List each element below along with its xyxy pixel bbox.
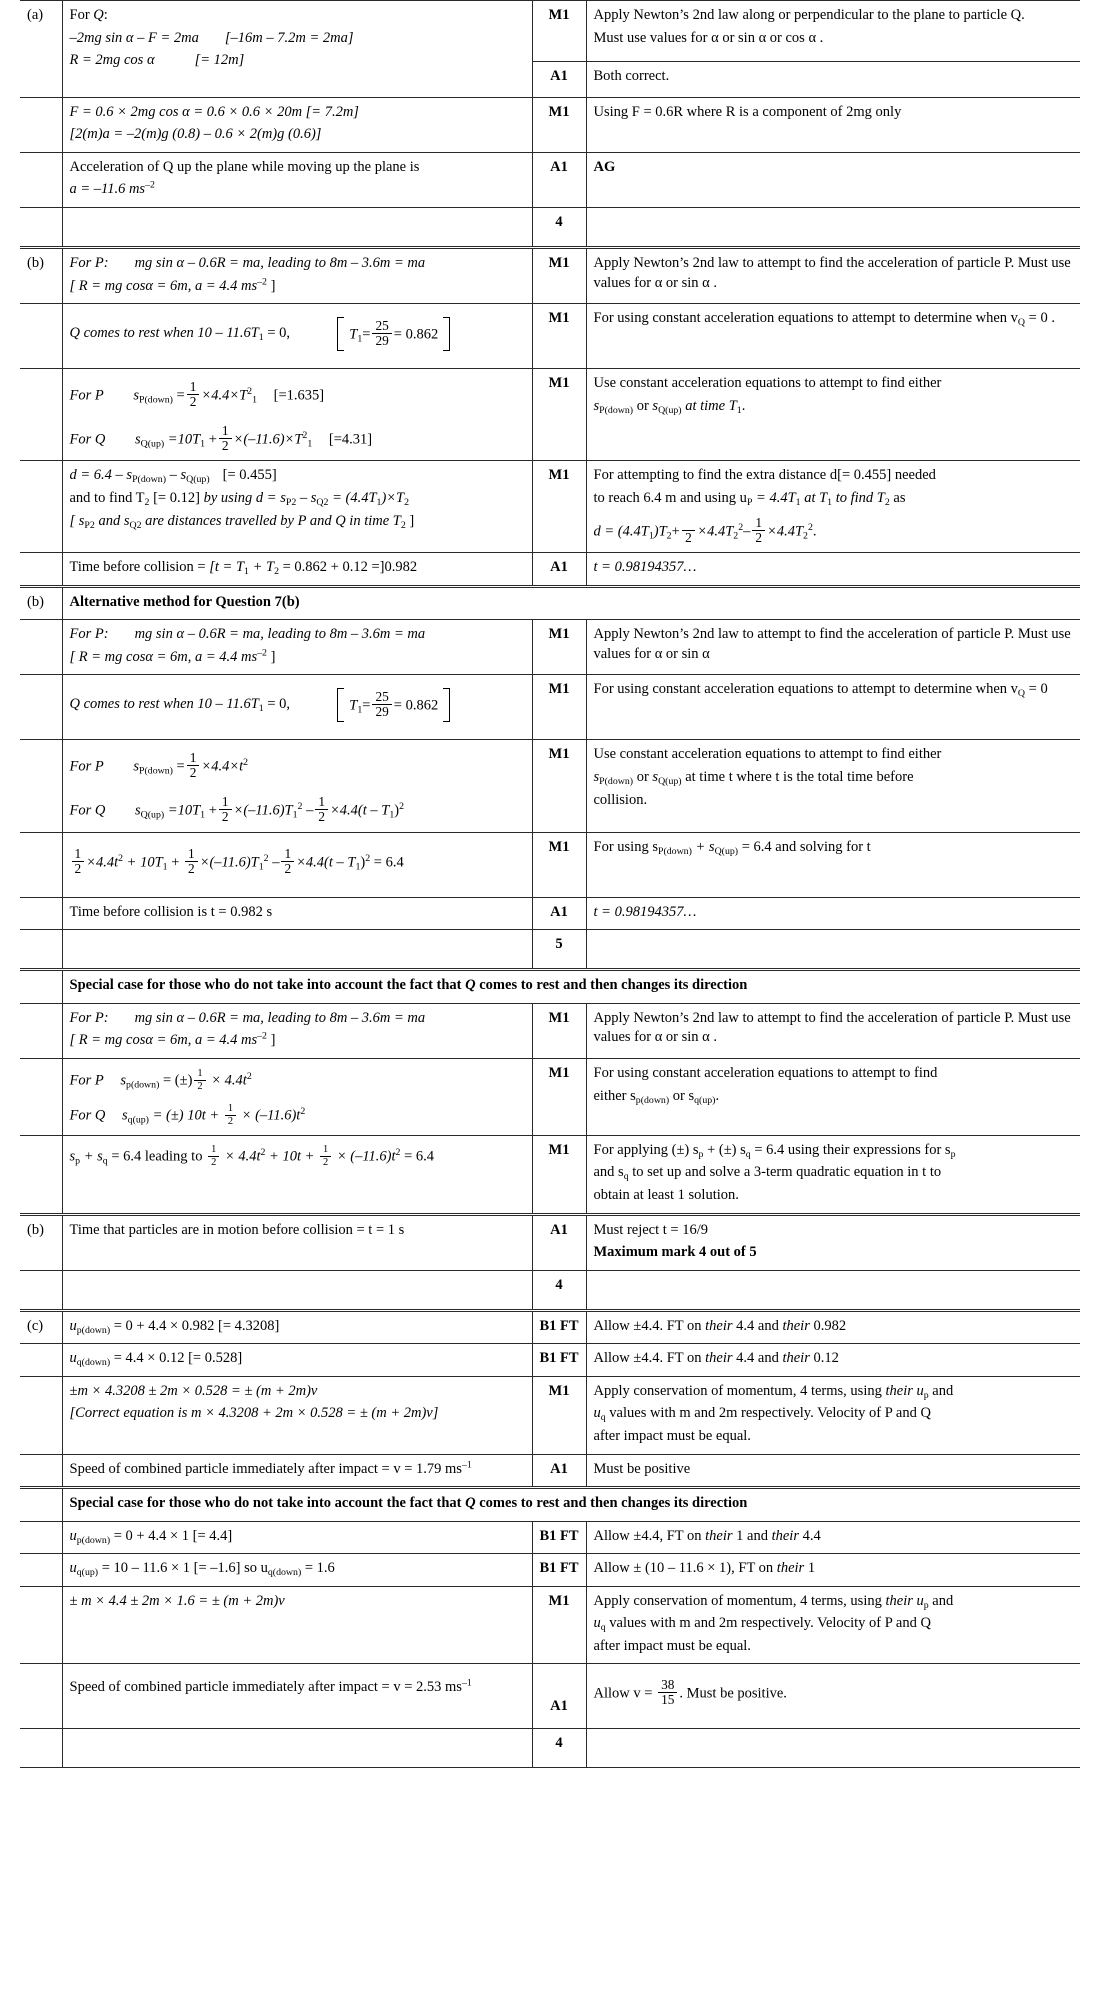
empty-cell: [586, 930, 1080, 970]
work-line: $u_{p(down)} = 0 + 4.4 \times 0.982$ [= 4.3208]: [69, 1317, 280, 1336]
table-row: [20, 897, 1080, 930]
empty-cell: [586, 1270, 1080, 1310]
work-line: For P $s_{p(down)}$ = (±) $\frac{1}{2}$ × $4.4t^2$: [69, 1068, 252, 1092]
part-label-a: (a): [20, 1, 62, 98]
notes-cell: [586, 1214, 1080, 1270]
note-line: Allow ±4.4. FT on their 4.4 and their 0.982: [593, 1317, 847, 1334]
table-row: [20, 369, 1080, 461]
working-cell: [62, 461, 532, 553]
part-spacer: [20, 1059, 62, 1136]
table-row: [20, 740, 1080, 832]
mark-code: M1: [532, 1, 586, 62]
work-line: a = –11.6 $ms^{-2}$: [69, 179, 155, 198]
table-row: [20, 1586, 1080, 1664]
table-row: [20, 620, 1080, 675]
work-line: [2(m)a = –2(m)g (0.8) – 0.6 × 2(m)g (0.6)]: [69, 126, 322, 143]
total-row: [20, 930, 1080, 970]
table-row: [20, 461, 1080, 553]
note-line: For using $s_{P(down)} + s_{Q(up)} = 6.4$ and solving for t: [593, 838, 871, 857]
part-spacer: [20, 1554, 62, 1587]
working-cell: [62, 304, 532, 369]
working-cell: [62, 1521, 532, 1554]
working-cell: [62, 97, 532, 152]
note-line: Apply conservation of momentum, 4 terms, using their $u_p$ and: [593, 1592, 954, 1611]
table-row: [20, 1, 1080, 62]
working-cell: Time before collision is t = 0.982 s: [62, 897, 532, 930]
table-row: [20, 586, 1080, 620]
work-line: F = 0.6 × 2mg cos α = 0.6 × 0.6 × 20m [= 7.2m]: [69, 103, 359, 120]
note-line: Must reject t = 16/9: [593, 1221, 708, 1238]
working-cell: [62, 1135, 532, 1214]
mark-code: M1: [532, 369, 586, 461]
fraction: $\frac{1}{2}$: [187, 380, 200, 410]
part-spacer: [20, 1488, 62, 1522]
notes-cell: [586, 675, 1080, 740]
work-line: ±m × 4.3208 ± 2m × 0.528 = ± (m + 2m)v: [69, 1382, 318, 1399]
mark-code: M1: [532, 1586, 586, 1664]
notes-cell: [586, 1344, 1080, 1377]
work-line: Q comes to rest when $10 - 11.6T_1 = 0$, $T_1=$ $\frac{25}{29}$ = 0.862: [70, 317, 525, 351]
work-line: For Q $s_{q(up)}$ = (±) 10t + $\frac{1}{2}$ × $(-11.6)t^2$: [69, 1103, 306, 1128]
notes-cell: [586, 740, 1080, 832]
fraction: 2: [682, 516, 696, 546]
empty-cell: [62, 1270, 532, 1310]
part-spacer: [20, 970, 62, 1004]
note-line: collision.: [593, 791, 648, 808]
table-row: [20, 970, 1080, 1004]
note-line: For using constant acceleration equations to attempt to find: [593, 1065, 938, 1082]
working-cell: [62, 1059, 532, 1136]
note-line: $s_{P(down)}$ or $s_{Q(up)}$ at time t where t is the total time before: [593, 769, 914, 787]
note-line: Use constant acceleration equations to attempt to find either: [593, 746, 942, 763]
working-cell: [62, 1310, 532, 1344]
notes-cell: [586, 369, 1080, 461]
part-spacer: [20, 1270, 62, 1310]
note-line: Must use values for α or sin α or cos α .: [593, 29, 824, 46]
work-line: [ R = mg cosα = 6m, a = 4.4 $ms^{-2}$ ]: [69, 647, 276, 665]
notes-cell: [586, 461, 1080, 553]
work-line: For P: mg sin α – 0.6R = ma, leading to 8m – 3.6m = ma: [69, 1009, 426, 1026]
part-spacer: [20, 207, 62, 247]
working-cell: [62, 553, 532, 587]
work-line: Acceleration of Q up the plane while moving up the plane is: [69, 158, 420, 175]
table-row: [20, 1310, 1080, 1344]
mark-code: A1: [532, 1664, 586, 1729]
working-cell: [62, 675, 532, 740]
table-row: [20, 1376, 1080, 1454]
part-spacer: [20, 553, 62, 587]
fraction: $\frac{1}{2}$: [281, 847, 294, 877]
part-spacer: [20, 1003, 62, 1058]
part-spacer: [20, 897, 62, 930]
note-line: Allow ±4.4, FT on their 1 and their 4.4: [593, 1527, 821, 1544]
working-cell: [62, 152, 532, 207]
empty-cell: [586, 207, 1080, 247]
working-cell: [62, 740, 532, 832]
work-line: For P $s_{P(down)}$ = $\frac{1}{2}$ $\times 4.4\times t^2$: [69, 750, 249, 781]
part-spacer: [20, 1135, 62, 1214]
mark-code: M1: [532, 247, 586, 303]
notes-cell: Apply Newton’s 2nd law to attempt to find the acceleration of particle P. Must use values for α or sin α .: [586, 247, 1080, 303]
mark-code: M1: [532, 1135, 586, 1214]
part-spacer: [20, 304, 62, 369]
note-line: and $s_q$ to set up and solve a 3-term quadratic equation in t to: [593, 1164, 942, 1183]
section-total: 4: [532, 207, 586, 247]
mark-code: B1 FT: [532, 1521, 586, 1554]
part-spacer: [20, 675, 62, 740]
working-cell: [62, 1344, 532, 1377]
special-case-heading: Special case for those who do not take into account the fact that Q comes to rest and then changes its direction: [62, 970, 1080, 1004]
notes-cell: Both correct.: [586, 61, 1080, 97]
section-total: 5: [532, 930, 586, 970]
work-line: and to find $T_2$ [= 0.12] by using $d = s_{P2} - s_{Q2} = (4.4T_1)\times T_2$: [69, 489, 410, 508]
total-row: [20, 207, 1080, 247]
notes-cell: AG: [586, 152, 1080, 207]
total-row: [20, 1270, 1080, 1310]
working-cell: [62, 1003, 532, 1058]
notes-cell: [586, 1586, 1080, 1664]
table-row: [20, 304, 1080, 369]
mark-code: B1 FT: [532, 1554, 586, 1587]
note-line: Allow ±4.4. FT on their 4.4 and their 0.12: [593, 1350, 839, 1367]
fraction: $\frac{1}{2}$: [219, 424, 232, 454]
fraction: $\frac{25}{29}$: [372, 319, 391, 349]
working-cell: [62, 1586, 532, 1664]
note-line: For using constant acceleration equations to attempt to determine when $v_Q = 0$: [593, 681, 1048, 700]
bracketed-expression: $T_1=$ $\frac{25}{29}$ = 0.862: [337, 688, 450, 722]
part-spacer: [20, 930, 62, 970]
working-cell: [62, 832, 532, 897]
work-line: Q comes to rest when $10 - 11.6T_1 = 0$, $T_1=$ $\frac{25}{29}$ = 0.862: [70, 688, 525, 722]
section-total: 4: [532, 1270, 586, 1310]
work-line: [ R = mg cosα = 6m, a = 4.4 $ms^{-2}$ ]: [69, 1031, 276, 1049]
part-spacer: [20, 1664, 62, 1729]
work-line: For Q $s_{Q(up)} =10T_1$ + $\frac{1}{2}$ $\times(-11.6)\times T^2_1$ [=4.31]: [69, 422, 373, 453]
part-spacer: [20, 152, 62, 207]
work-line: R = 2mg cos α [= 12m]: [69, 52, 245, 69]
mark-code: A1: [532, 61, 586, 97]
table-row: [20, 832, 1080, 897]
mark-code: B1 FT: [532, 1310, 586, 1344]
note-line: after impact must be equal.: [593, 1637, 751, 1654]
table-row: [20, 247, 1080, 303]
table-row: [20, 1135, 1080, 1214]
fraction: $\frac{1}{2}$: [72, 847, 85, 877]
note-line: $u_q$ values with m and 2m respectively. Velocity of P and Q: [593, 1405, 931, 1424]
note-line: to reach 6.4 m and using $u_P = 4.4T_1$ at $T_1$ to find $T_2$ as: [593, 489, 906, 508]
notes-cell: [586, 304, 1080, 369]
note-line: Allow v = $\frac{38}{15}$ . Must be positive.: [593, 1677, 787, 1708]
fraction: $\frac{1}{2}$: [225, 1104, 236, 1127]
notes-cell: [586, 1, 1080, 62]
part-label-b: (b): [20, 247, 62, 303]
fraction: $\frac{1}{2}$: [185, 847, 198, 877]
table-row: [20, 1344, 1080, 1377]
note-line: Apply Newton’s 2nd law along or perpendicular to the plane to particle Q.: [593, 7, 1025, 23]
working-cell: [62, 1664, 532, 1729]
fraction: $\frac{1}{2}$: [315, 795, 328, 825]
mark-code: M1: [532, 304, 586, 369]
table-row: [20, 675, 1080, 740]
mark-code: M1: [532, 620, 586, 675]
empty-cell: [62, 930, 532, 970]
notes-cell: t = 0.98194357…: [586, 897, 1080, 930]
working-cell: [62, 620, 532, 675]
alt-method-heading: Alternative method for Question 7(b): [62, 586, 1080, 620]
work-line: $d = 6.4 - s_{P(down)} - s_{Q(up)}$ [= 0.455]: [69, 467, 277, 486]
part-label-b-sc: (b): [20, 1214, 62, 1270]
work-line: Time before collision = $[t = T_1 + T_2 = 0.862 + 0.12 =]0.982$: [69, 559, 418, 577]
work-line: Speed of combined particle immediately after impact = v = 1.79 $ms^{-1}$: [69, 1459, 472, 1477]
table-row: [20, 152, 1080, 207]
table-row: [20, 1521, 1080, 1554]
mark-code: M1: [532, 1376, 586, 1454]
notes-cell: [586, 1376, 1080, 1454]
work-line: For P: mg sin α – 0.6R = ma, leading to 8m – 3.6m = ma: [69, 254, 426, 271]
note-line: either $s_{p(down)}$ or $s_{q(up)}$.: [593, 1087, 720, 1106]
notes-cell: [586, 1135, 1080, 1214]
part-spacer: [20, 620, 62, 675]
work-line: For P: mg sin α – 0.6R = ma, leading to 8m – 3.6m = ma: [69, 626, 426, 643]
notes-cell: [586, 832, 1080, 897]
notes-cell: Using F = 0.6R where R is a component of 2mg only: [586, 97, 1080, 152]
notes-cell: t = 0.98194357…: [586, 553, 1080, 587]
notes-cell: [586, 1310, 1080, 1344]
work-line: $\frac{1}{2}$ $\times 4.4t^2 + 10T_1$ + $\frac{1}{2}$ $\times(-11.6)T_1^2$ – $\frac{1}{2}$ $\times 4.4(t - T_1)^2 = 6.4$: [70, 847, 525, 877]
fraction: $\frac{1}{2}$: [194, 1069, 205, 1092]
part-spacer: [20, 1344, 62, 1377]
mark-code: M1: [532, 461, 586, 553]
empty-cell: [62, 207, 532, 247]
part-spacer: [20, 97, 62, 152]
work-line: $u_{q(down)} = 4.4 \times 0.12$ [= 0.528]: [69, 1350, 243, 1369]
mark-code: A1: [532, 1214, 586, 1270]
table-row: [20, 1003, 1080, 1058]
working-cell: [62, 1454, 532, 1488]
table-row: [20, 1664, 1080, 1729]
part-spacer: [20, 1376, 62, 1454]
note-line: For applying (±) $s_p$ + (±) $s_q = 6.4$ using their expressions for $s_p$: [593, 1141, 956, 1160]
note-line: Apply conservation of momentum, 4 terms, using their $u_p$ and: [593, 1382, 954, 1401]
mark-code: A1: [532, 152, 586, 207]
fraction: $\frac{1}{2}$: [752, 516, 765, 546]
work-line: [ $s_{P2}$ and $s_{Q2}$ are distances travelled by P and Q in time $T_2$ ]: [69, 512, 415, 531]
mark-code: A1: [532, 897, 586, 930]
table-row: [20, 1059, 1080, 1136]
part-label-c: (c): [20, 1310, 62, 1344]
fraction: $\frac{1}{2}$: [208, 1145, 219, 1168]
bracketed-expression: $T_1=$ $\frac{25}{29}$ = 0.862: [337, 317, 450, 351]
working-cell: [62, 1, 532, 98]
working-cell: Time that particles are in motion before collision = t = 1 s: [62, 1214, 532, 1270]
mark-code: B1 FT: [532, 1344, 586, 1377]
note-line: Use constant acceleration equations to attempt to find either: [593, 375, 942, 392]
mark-code: M1: [532, 1059, 586, 1136]
notes-cell: Apply Newton’s 2nd law to attempt to find the acceleration of particle P. Must use values for α or sin α: [586, 620, 1080, 675]
work-line: ± m × 4.4 ± 2m × 1.6 = ± (m + 2m)v: [69, 1592, 285, 1609]
part-spacer: [20, 1586, 62, 1664]
table-row: [20, 97, 1080, 152]
mark-code: M1: [532, 1003, 586, 1058]
note-line: $d = (4.4T_1)T_2+$ 2 $\times 4.4T_2^2-$ $\frac{1}{2}$ $\times 4.4T_2^2$.: [593, 514, 817, 545]
fraction: $\frac{38}{15}$: [658, 1678, 677, 1708]
working-cell: [62, 369, 532, 461]
part-spacer: [20, 461, 62, 553]
table-row: [20, 553, 1080, 587]
note-line: $u_q$ values with m and 2m respectively. Velocity of P and Q: [593, 1615, 931, 1634]
mark-code: A1: [532, 1454, 586, 1488]
section-total: 4: [532, 1729, 586, 1768]
table-row: [20, 1554, 1080, 1587]
empty-cell: [62, 1729, 532, 1768]
special-case-heading-2: Special case for those who do not take into account the fact that Q comes to rest and then changes its direction: [62, 1488, 1080, 1522]
work-line: $s_p + s_q = 6.4$ leading to $\frac{1}{2}$ × $4.4t^2 + 10t$ + $\frac{1}{2}$ × $(-11.6)t^2 = 6.4$: [69, 1143, 435, 1168]
note-line: For attempting to find the extra distance d[= 0.455] needed: [593, 467, 936, 484]
fraction: $\frac{25}{29}$: [372, 690, 391, 720]
work-line: –2mg sin α – F = 2ma [–16m – 7.2m = 2ma]: [69, 29, 354, 46]
notes-cell: Apply Newton’s 2nd law to attempt to find the acceleration of particle P. Must use values for α or sin α .: [586, 1003, 1080, 1058]
notes-cell: [586, 1521, 1080, 1554]
work-line: For Q:: [69, 7, 108, 23]
mark-code: M1: [532, 832, 586, 897]
note-line: Maximum mark 4 out of 5: [593, 1244, 757, 1261]
mark-code: M1: [532, 97, 586, 152]
working-cell: [62, 247, 532, 303]
part-spacer: [20, 832, 62, 897]
table-row: [20, 1488, 1080, 1522]
work-line: [Correct equation is m × 4.3208 + 2m × 0.528 = ± (m + 2m)v]: [69, 1405, 439, 1422]
fraction: $\frac{1}{2}$: [187, 751, 200, 781]
notes-cell: Must be positive: [586, 1454, 1080, 1488]
work-line: Speed of combined particle immediately after impact = v = 2.53 $ms^{-1}$: [69, 1678, 472, 1696]
note-line: obtain at least 1 solution.: [593, 1187, 739, 1204]
note-line: $s_{P(down)}$ or $s_{Q(up)}$ at time $T_1$.: [593, 397, 746, 416]
total-row: [20, 1729, 1080, 1768]
part-spacer: [20, 1454, 62, 1488]
note-line: Allow ± (10 – 11.6 × 1), FT on their 1: [593, 1560, 816, 1577]
note-line: after impact must be equal.: [593, 1427, 751, 1444]
note-line: For using constant acceleration equations to attempt to determine when $v_Q = 0$ .: [593, 310, 1055, 328]
notes-cell: [586, 1554, 1080, 1587]
part-spacer: [20, 1521, 62, 1554]
mark-scheme-table: [20, 0, 1080, 1768]
fraction: $\frac{1}{2}$: [320, 1145, 331, 1168]
table-row: [20, 1214, 1080, 1270]
notes-cell: [586, 1664, 1080, 1729]
work-line: [ R = mg cosα = 6m, a = 4.4 $ms^{-2}$ ]: [69, 276, 276, 294]
working-cell: [62, 1376, 532, 1454]
work-line: $u_{q(up)} = 10 - 11.6 \times 1$ [= –1.6] so $u_{q(down)} = 1.6$: [69, 1560, 335, 1578]
mark-code: M1: [532, 740, 586, 832]
empty-cell: [586, 1729, 1080, 1768]
notes-cell: [586, 1059, 1080, 1136]
part-spacer: [20, 740, 62, 832]
part-spacer: [20, 1729, 62, 1768]
mark-code: A1: [532, 553, 586, 587]
mark-code: M1: [532, 675, 586, 740]
fraction: $\frac{1}{2}$: [219, 795, 232, 825]
working-cell: [62, 1554, 532, 1587]
table-row: [20, 1454, 1080, 1488]
work-line: For P $s_{P(down)}$ = $\frac{1}{2}$ $\times 4.4\times T^2_1$ [=1.635]: [69, 379, 325, 410]
work-line: For Q $s_{Q(up)} =10T_1$ + $\frac{1}{2}$ $\times(-11.6)T_1^2$ – $\frac{1}{2}$ $\times 4.4(t - T_1)^2$: [69, 794, 405, 825]
part-label-b-alt: (b): [20, 586, 62, 620]
part-spacer: [20, 369, 62, 461]
work-line: $u_{p(down)} = 0 + 4.4 \times 1$ [= 4.4]: [69, 1527, 233, 1546]
